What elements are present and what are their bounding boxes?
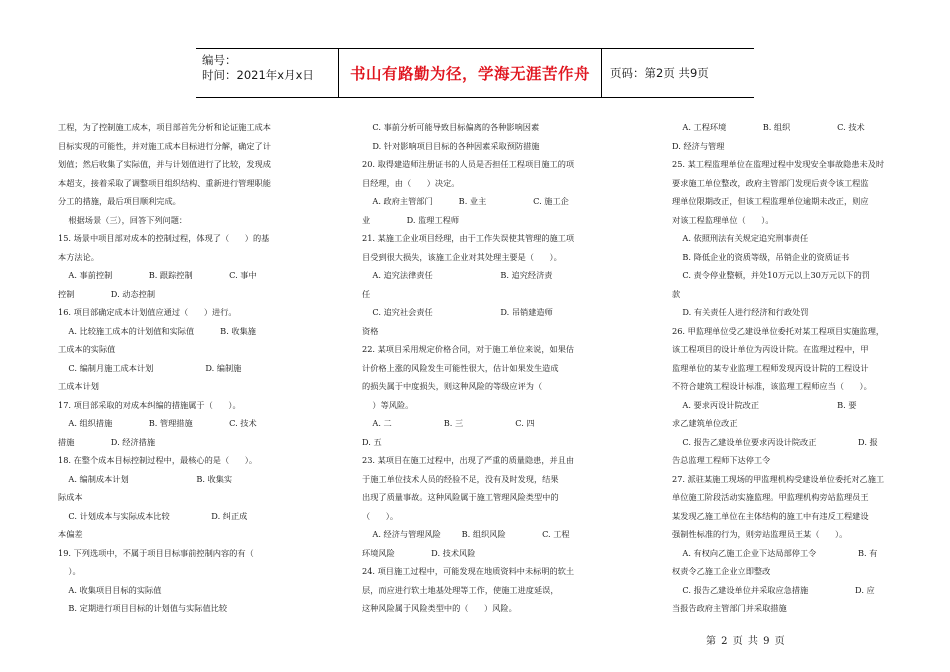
text-line: A. 有权向乙施工企业下达局部停工令 B. 有 [672,547,878,558]
text-line: 17. 项目部采取的对成本纠编的措施属于（ ）。 [58,399,241,410]
text-line: A. 事前控制 B. 跟踪控制 C. 事中 [58,270,257,280]
text-line: 24. 项目施工过程中，可能发现在地质资料中未标明的软土 [362,566,575,576]
text-line: 环境风险 D. 技术风险 [362,547,476,558]
text-line: A. 依照刑法有关规定追究刑事责任 [672,233,809,243]
text-line: ）。 [58,566,81,576]
text-line: 23. 某项目在施工过程中，出现了严重的质量隐患，并且由 [362,455,575,465]
time-label: 时间：2021年x月x日 [202,68,314,82]
text-line: B. 降低企业的资质等级，吊销企业的资质证书 [672,251,850,262]
text-line: C. 计划成本与实际成本比较 D. 纠正成 [58,510,248,521]
text-line: 权责令乙施工企业立即整改 [672,566,771,576]
text-line: 工程，为了控制施工成本，项目部首先分析和论证施工成本 [58,122,271,132]
text-line: 单位施工阶段活动实施监理。甲监理机构旁站监理员王 [672,492,869,502]
text-line: 要求施工单位整改，政府主管部门发现后责令该工程监 [672,177,869,188]
text-line: B. 定期进行项目目标的计划值与实际值比较 [58,603,228,613]
text-line: 任 [362,288,371,299]
text-line: ）等风险。 [362,399,414,410]
text-line: 出现了质量事故。这种风险属于施工管理风险类型中的 [362,492,559,502]
header-meta [196,49,339,97]
text-line: 监理单位的某专业监理工程师发现丙设计院的工程设计 [672,362,869,373]
text-line: 告总监理工程师下达停工令 [672,455,771,465]
text-line: 求乙建筑单位改正 [672,418,738,428]
page-header [196,48,754,98]
text-line: D. 针对影响项目目标的各种因素采取预防措施 [362,140,540,151]
header-motto: 书山有路勤为径，学海无涯苦作舟 [339,49,602,97]
text-line: 际成本 [58,492,83,502]
text-line: 18. 在整个成本目标控制过程中，最核心的是（ ）。 [58,455,258,465]
text-line: A. 要求丙设计院改正 B. 要 [672,399,857,410]
text-line: 16. 项目部确定成本计划值应通过（ ）进行。 [58,307,237,317]
text-line: C. 报告乙建设单位要求丙设计院改正 D. 报 [672,436,878,447]
header-page-label: 页码：第2页 共9页 [610,66,709,80]
text-line: 25. 某工程监理单位在监理过程中发现安全事故隐患未及时 [672,159,885,169]
text-line: C. 责令停业整顿，并处10万元以上30万元以下的罚 [672,270,870,280]
text-line: 理单位限期改正，但该工程监理单位逾期未改正，则应 [672,196,869,206]
text-line: （ ）。 [362,510,399,521]
text-line: 于施工单位技术人员的经验不足，没有及时发现，结果 [362,473,559,484]
text-line: D. 有关责任人进行经济和行政处罚 [672,307,809,317]
text-line: A. 经济与管理风险 B. 组织风险 C. 工程 [362,529,570,539]
text-line: 计价格上涨的风险发生可能性很大，估计如果发生造成 [362,362,559,373]
text-line: C. 报告乙建设单位并采取应急措施 D. 应 [672,584,875,595]
text-line: A. 比较施工成本的计划值和实际值 B. 收集施 [58,325,256,336]
text-line: 20. 取得建造师注册证书的人员是否担任工程项目施工的项 [362,159,575,169]
text-line: 某发现乙施工单位在主体结构的施工中有违反工程建设 [672,510,869,521]
text-line: 的损失属于中度损失，则这种风险的等级应评为（ [362,381,543,391]
number-label: 编号： [202,53,237,67]
text-line: 22. 某项目采用规定价格合同，对于施工单位来说，如果估 [362,344,575,354]
text-line: 目受到很大损失，该施工企业对其处理主要是（ ）。 [362,251,562,262]
page-footer: 第 2 页 共 9 页 [706,636,786,647]
text-line: 当报告政府主管部门并采取措施 [672,603,787,613]
text-line: 19. 下列选项中，不属于项目目标事前控制内容的有（ [58,547,254,558]
text-line: 不符合建筑工程设计标准，该监理工程师应当（ ）。 [672,381,872,391]
text-line: C. 追究社会责任 D. 吊销建造师 [362,307,553,317]
text-line: A. 组织措施 B. 管理措施 C. 技术 [58,418,257,428]
text-line: 15. 场景中项目部对成本的控制过程，体现了（ ）的基 [58,233,270,243]
text-line: 本超支，接着采取了调整项目组织结构、重新进行管理职能 [58,177,271,188]
text-line: 强制性标准的行为，则旁站监理员王某（ ）。 [672,529,848,539]
text-line: 目经理，由（ ）决定。 [362,177,460,188]
text-line: 27. 派驻某施工现场的甲监理机构受建设单位委托对乙施工 [672,473,885,484]
text-line: A. 二 B. 三 C. 四 [362,418,535,428]
text-line: 该工程项目的设计单位为丙设计院。在监理过程中，甲 [672,344,869,354]
text-line: A. 政府主管部门 B. 业主 C. 施工企 [362,196,569,206]
text-column-left [58,118,271,618]
text-line: 这种风险属于风险类型中的（ ）风险。 [362,603,517,613]
text-line: 资格 [362,325,379,336]
text-line: 分工的措施，最后项目顺利完成。 [58,196,181,206]
text-line: 目标实现的可能性，并对施工成本目标进行分解，确定了计 [58,140,271,151]
text-column-right [672,118,886,618]
text-line: A. 收集项目目标的实际值 [58,584,162,595]
text-line: A. 编制成本计划 B. 收集实 [58,473,233,484]
text-line: 控制 D. 动态控制 [58,288,156,299]
text-line: D. 五 [362,436,382,447]
text-line: C. 编制月施工成本计划 D. 编制施 [58,362,242,373]
text-line: A. 追究法律责任 B. 追究经济责 [362,270,553,280]
text-line: 对该工程监理单位（ ）。 [672,214,774,225]
text-line: C. 事前分析可能导致目标偏离的各种影响因素 [362,122,540,132]
text-line: D. 经济与管理 [672,140,725,151]
text-line: 工成本的实际值 [58,344,116,354]
text-column-middle [362,118,575,618]
text-line: 本偏差 [58,529,83,539]
text-line: 工成本计划 [58,381,99,391]
text-line: 款 [672,288,681,299]
text-line: 层，而应进行软土地基处理等工作，使施工进度延误， [362,584,559,595]
text-line: 26. 甲监理单位受乙建设单位委托对某工程项目实施监理， [672,325,885,336]
text-line: 根据场景（三），回答下列问题： [58,214,188,225]
text-line: 措施 D. 经济措施 [58,436,156,447]
text-line: 划值；然后收集了实际值，并与计划值进行了比较，发现成 [58,159,271,169]
text-line: 业 D. 监理工程师 [362,214,460,225]
text-line: 本方法论。 [58,251,99,262]
text-line: A. 工程环境 B. 组织 C. 技术 [672,122,865,132]
text-line: 21. 某施工企业项目经理，由于工作失误使其管理的施工项 [362,233,575,243]
